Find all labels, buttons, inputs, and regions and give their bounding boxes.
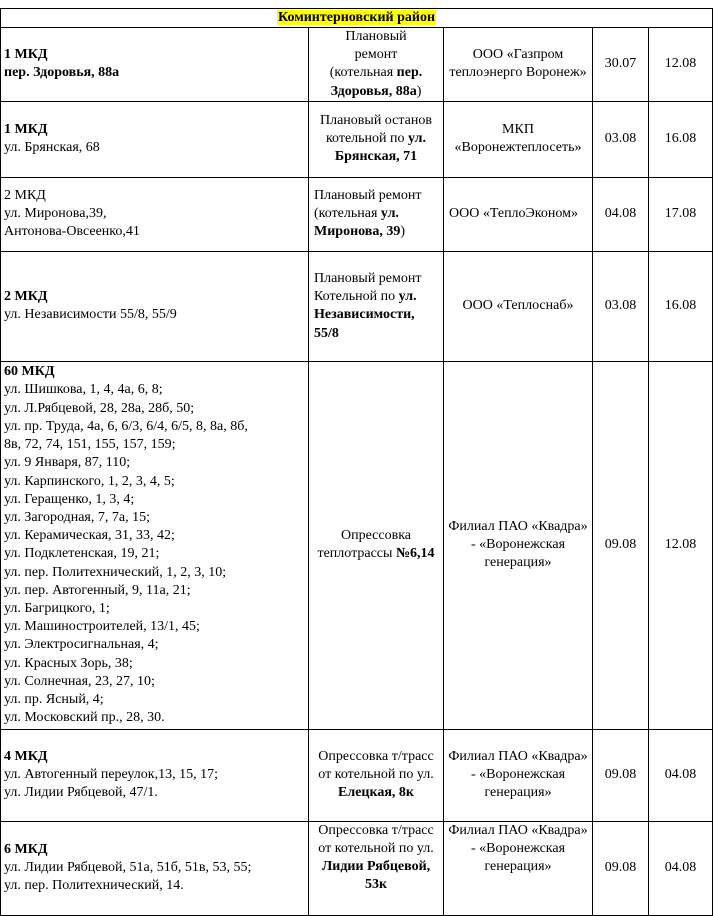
reason-cell — [309, 251, 444, 361]
start-date-cell — [593, 28, 649, 102]
reason-cell — [309, 101, 444, 177]
mkd-count: 2 МКД — [4, 188, 46, 203]
district-title: Коминтерновский район — [278, 10, 436, 25]
mkd-count: 60 МКД — [4, 364, 55, 380]
address-line: ул. Солнечная, 23, 27, 10; — [4, 673, 155, 689]
address-line: ул. пер. Политехнический, 14. — [4, 878, 184, 894]
table-row — [1, 251, 713, 361]
outage-table-sheet — [0, 8, 713, 916]
address-cell — [1, 28, 309, 102]
start-date-cell — [593, 361, 649, 729]
start-date-cell — [593, 177, 649, 251]
organization: Филиал ПАО «Квадра» - «Воронежская генерация» — [448, 519, 588, 571]
address-line: Антонова-Овсеенко,41 — [4, 224, 140, 240]
address-line: ул. Электросигнальная, 4; — [4, 637, 159, 653]
address-line: ул. Машиностроителей, 13/1, 45; — [4, 619, 200, 635]
reason-text: ремонт — [354, 47, 398, 63]
reason-text: Плановый — [345, 29, 407, 44]
address-cell — [1, 361, 309, 729]
address-cell — [1, 251, 309, 361]
reason-text: Плановый ремонт (котельная — [314, 188, 422, 222]
table-row — [1, 361, 713, 729]
address-line: ул. 9 Января, 87, 110; — [4, 455, 131, 471]
start-date-cell — [593, 101, 649, 177]
end-date-cell — [649, 101, 713, 177]
address-line: ул. Красных Зорь, 38; — [4, 655, 133, 671]
reason-text: Опрессовка теплотрассы — [317, 528, 411, 562]
reason-boiler: ул. Независимости, 55/8 — [314, 289, 417, 341]
address-line: ул. Независимости 55/8, 55/9 — [4, 307, 177, 323]
table-row — [1, 177, 713, 251]
organization: ООО «Газпром теплоэнерго Воронеж» — [449, 47, 587, 81]
reason-boiler: Елецкая, 8к — [338, 785, 414, 801]
table-row — [1, 101, 713, 177]
address-line: ул. пр. Ясный, 4; — [4, 691, 104, 707]
reason-cell — [309, 361, 444, 729]
district-header — [1, 9, 713, 28]
mkd-count: 2 МКД — [4, 289, 48, 305]
address-line: ул. Загородная, 7, 7а, 15; — [4, 509, 150, 525]
organization: ООО «ТеплоЭконом» — [449, 206, 578, 222]
start-date: 09.08 — [604, 767, 637, 783]
start-date: 30.07 — [604, 56, 637, 72]
reason-text: Опрессовка т/трасс от котельной по ул. — [318, 749, 434, 783]
start-date: 09.08 — [604, 537, 637, 553]
organization: МКП «Воронежтеплосеть» — [454, 122, 582, 156]
address-line: ул. Миронова,39, — [4, 206, 107, 222]
table-row — [1, 28, 713, 102]
address-line: ул. Московский пр., 28, 30. — [4, 710, 165, 726]
reason-boiler: ул. Миронова, 39 — [314, 206, 401, 240]
org-cell — [444, 251, 593, 361]
reason-text: (котельная — [329, 65, 397, 81]
organization: ООО «Теплоснаб» — [462, 298, 574, 314]
start-date: 03.08 — [604, 298, 637, 314]
end-date-cell — [649, 177, 713, 251]
start-date-cell — [593, 729, 649, 821]
address-line: ул. Геращенко, 1, 3, 4; — [4, 491, 135, 507]
end-date: 12.08 — [664, 537, 697, 553]
org-cell — [444, 729, 593, 821]
end-date-cell — [649, 821, 713, 915]
reason-boiler: ул. Брянская, 71 — [334, 131, 427, 165]
reason-boiler: пер. Здоровья, 88а — [330, 65, 423, 99]
end-date-cell — [649, 251, 713, 361]
reason-cell — [309, 821, 444, 915]
address-line: ул. Шишкова, 1, 4, 4а, 6, 8; — [4, 382, 163, 398]
start-date: 09.08 — [604, 860, 637, 876]
address-line: ул. Автогенный переулок,13, 15, 17; — [4, 767, 218, 783]
address-line: ул. Багрицкого, 1; — [4, 600, 110, 616]
district-header-row — [1, 9, 713, 28]
reason-boiler: Лидии Рябцевой, 53к — [321, 859, 431, 893]
reason-text: Плановый останов котельной по — [320, 113, 432, 147]
reason-cell — [309, 729, 444, 821]
mkd-count: 1 МКД — [4, 122, 48, 138]
address-line: 8в, 72, 74, 151, 155, 157, 159; — [4, 437, 176, 453]
org-cell — [444, 821, 593, 915]
mkd-count: 1 МКД — [4, 47, 48, 63]
organization: Филиал ПАО «Квадра» - «Воронежская генерация» — [448, 822, 588, 875]
reason-cell — [309, 28, 444, 102]
address-line: ул. Брянская, 68 — [4, 140, 100, 156]
reason-text: Опрессовка т/трасс от котельной по ул. — [318, 822, 434, 857]
address-cell — [1, 729, 309, 821]
address-line: ул. пер. Автогенный, 9, 11а, 21; — [4, 582, 191, 598]
address-cell — [1, 177, 309, 251]
end-date: 12.08 — [664, 56, 697, 72]
end-date: 04.08 — [664, 860, 697, 876]
address-line: ул. пр. Труда, 4а, 6, 6/3, 6/4, 6/5, 8, 8а, 8б, — [4, 418, 248, 434]
org-cell — [444, 101, 593, 177]
address-line: ул. Карпинского, 1, 2, 3, 4, 5; — [4, 473, 175, 489]
table-row — [1, 729, 713, 821]
address-line: ул. Л.Рябцевой, 28, 28а, 28б, 50; — [4, 400, 195, 416]
org-cell — [444, 28, 593, 102]
address-cell — [1, 821, 309, 915]
start-date: 03.08 — [604, 131, 637, 147]
address-line: ул. Лидии Рябцевой, 51а, 51б, 51в, 53, 55; — [4, 860, 252, 876]
end-date: 17.08 — [664, 206, 697, 222]
end-date: 16.08 — [664, 131, 697, 147]
address-line: пер. Здоровья, 88а — [4, 65, 120, 81]
reason-text: ) — [416, 83, 422, 99]
table-row — [1, 821, 713, 915]
end-date-cell — [649, 729, 713, 821]
reason-text: ) — [400, 224, 406, 240]
mkd-count: 4 МКД — [4, 749, 48, 764]
address-line: ул. пер. Политехнический, 1, 2, 3, 10; — [4, 564, 227, 580]
address-cell — [1, 101, 309, 177]
end-date-cell — [649, 361, 713, 729]
reason-network: №6,14 — [395, 546, 435, 562]
org-cell — [444, 177, 593, 251]
end-date: 16.08 — [664, 298, 697, 314]
reason-text: Плановый ремонт Котельной по — [314, 270, 422, 305]
end-date: 04.08 — [664, 767, 697, 783]
org-cell — [444, 361, 593, 729]
mkd-count: 6 МКД — [4, 842, 48, 857]
start-date-cell — [593, 821, 649, 915]
outage-table — [0, 8, 713, 916]
address-line: ул. Лидии Рябцевой, 47/1. — [4, 785, 158, 801]
start-date-cell — [593, 251, 649, 361]
reason-cell — [309, 177, 444, 251]
end-date-cell — [649, 28, 713, 102]
address-line: ул. Керамическая, 31, 33, 42; — [4, 528, 175, 544]
start-date: 04.08 — [604, 206, 637, 222]
address-line: ул. Подклетенская, 19, 21; — [4, 546, 160, 562]
organization: Филиал ПАО «Квадра» - «Воронежская генерация» — [448, 749, 588, 801]
